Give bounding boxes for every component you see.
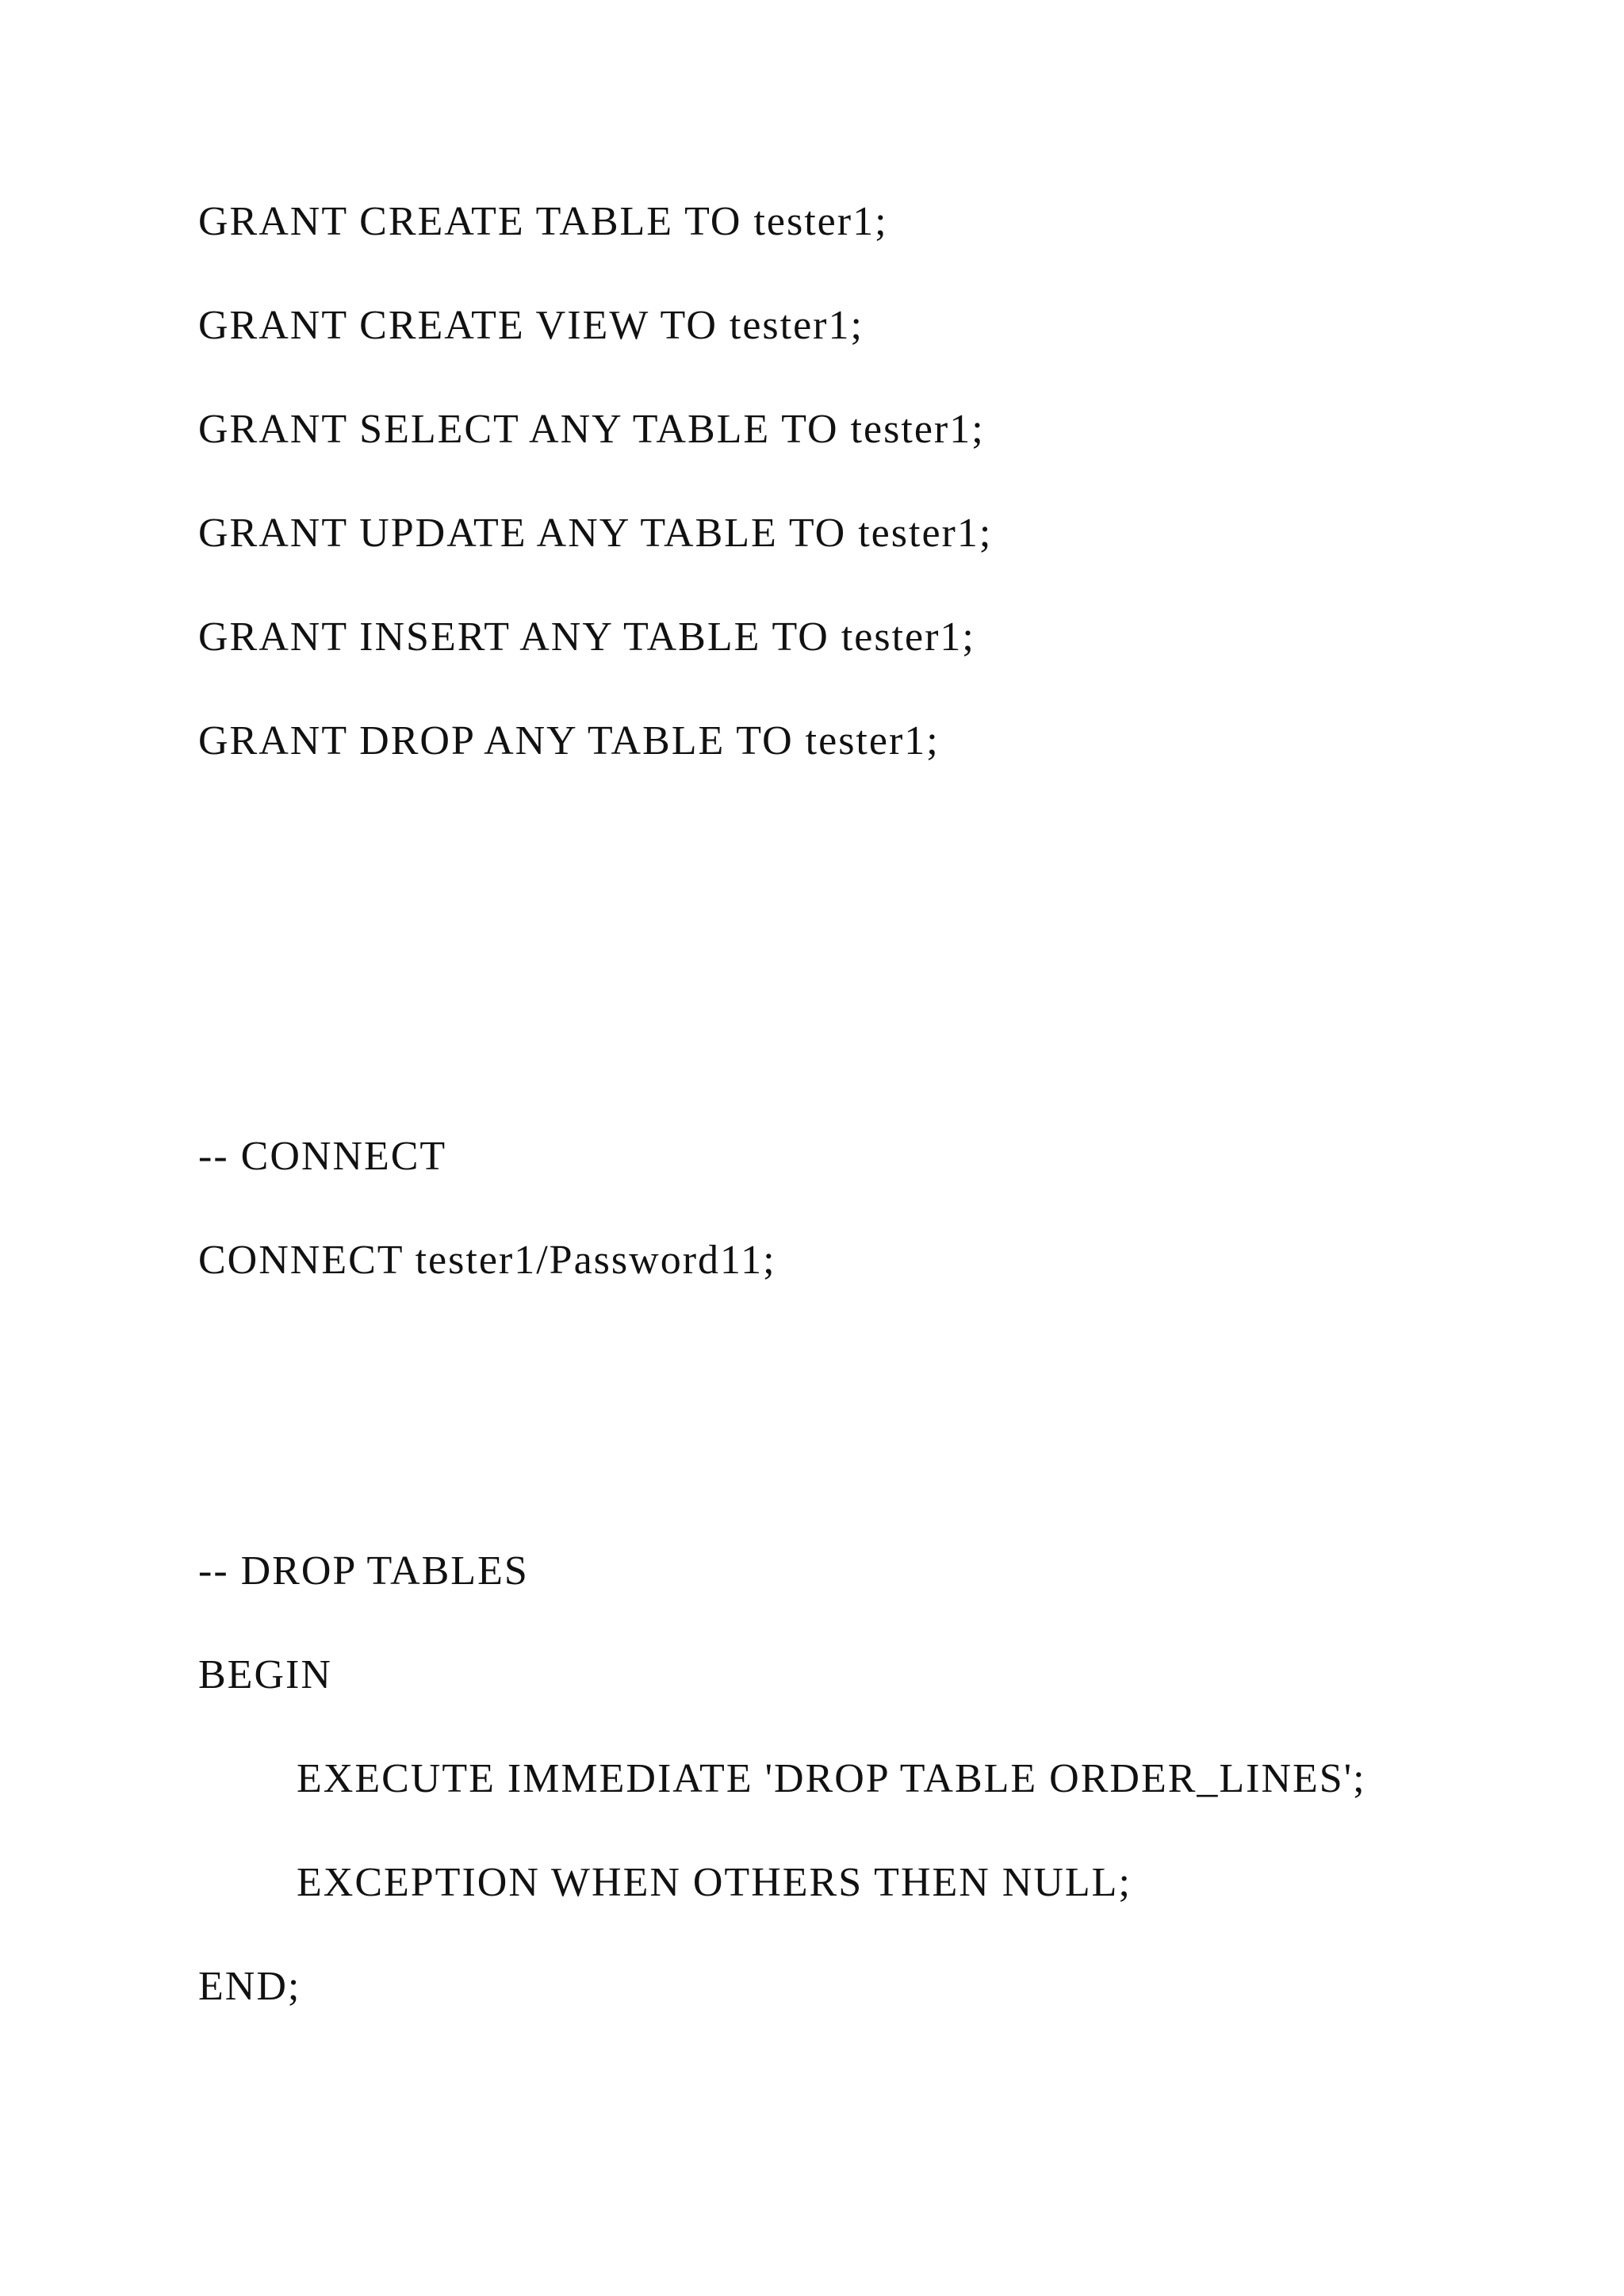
comment-drop-tables: -- DROP TABLES bbox=[198, 1548, 529, 1594]
code-line-exception: EXCEPTION WHEN OTHERS THEN NULL; bbox=[297, 1860, 1132, 1905]
comment-connect: -- CONNECT bbox=[198, 1134, 447, 1179]
code-line-grant-drop-any-table: GRANT DROP ANY TABLE TO tester1; bbox=[198, 718, 940, 763]
code-line-execute-immediate: EXECUTE IMMEDIATE 'DROP TABLE ORDER_LINES'; bbox=[297, 1756, 1366, 1801]
code-line-connect: CONNECT tester1/Password11; bbox=[198, 1238, 776, 1283]
code-line-begin: BEGIN bbox=[198, 1652, 332, 1697]
code-line-grant-update-any-table: GRANT UPDATE ANY TABLE TO tester1; bbox=[198, 511, 993, 556]
code-line-grant-insert-any-table: GRANT INSERT ANY TABLE TO tester1; bbox=[198, 614, 975, 660]
code-line-grant-create-table: GRANT CREATE TABLE TO tester1; bbox=[198, 199, 888, 244]
code-line-grant-select-any-table: GRANT SELECT ANY TABLE TO tester1; bbox=[198, 407, 985, 452]
code-line-end: END; bbox=[198, 1964, 301, 2009]
code-line-grant-create-view: GRANT CREATE VIEW TO tester1; bbox=[198, 303, 864, 348]
